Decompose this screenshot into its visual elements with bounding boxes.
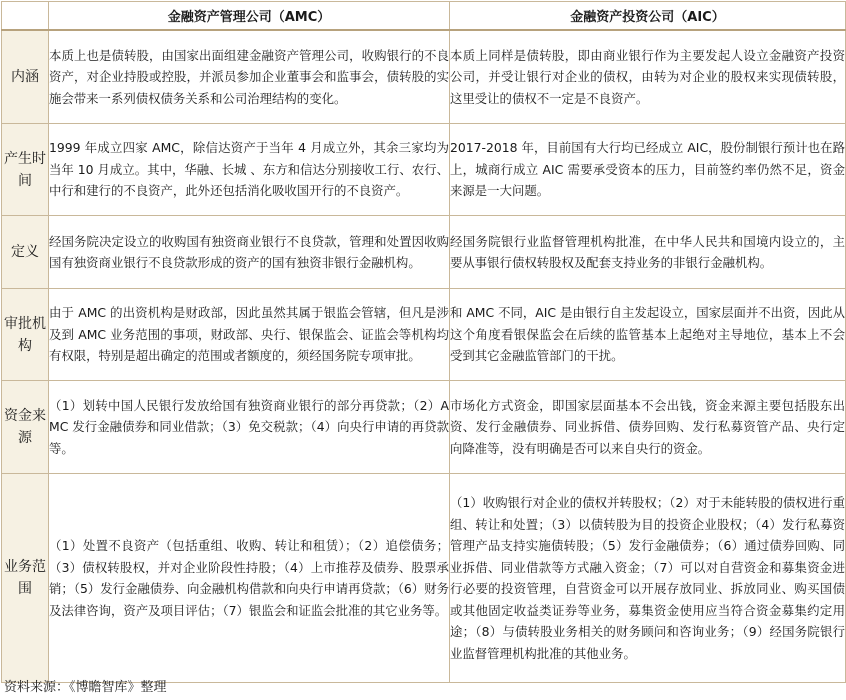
table-header-row: [2, 2, 846, 31]
amc-origin-time: 1999 年成立四家 AMC，除信达资产于当年 4 月成立外，其余三家均为当年 10 月成立。其中，华融、长城 、东方和信达分别接收工行、农行、中行和建行的不良资产，此外还包括消化吸收国开行的不良资产。: [49, 124, 450, 216]
row-label-approval: 审批机构: [2, 289, 49, 381]
header-amc: 金融资产管理公司（AMC）: [49, 2, 450, 31]
amc-definition: 经国务院决定设立的收购国有独资商业银行不良贷款，管理和处置因收购国有独资商业银行不良贷款形成的资产的国有独资非银行金融机构。: [49, 216, 450, 289]
aic-funding: 市场化方式资金，即国家层面基本不会出钱，资金来源主要包括股东出资、发行金融债券、同业拆借、债券回购、发行私募资管产品、央行定向降准等，没有明确是否可以来自央行的资金。: [450, 381, 846, 474]
amc-funding: （1）划转中国人民银行发放给国有独资商业银行的部分再贷款；（2）AMC 发行金融债券和同业借款；（3）免交税款；（4）向央行申请的再贷款等。: [49, 381, 450, 474]
table-row: [2, 289, 846, 381]
table-row: [2, 381, 846, 474]
row-label-origin-time: 产生时间: [2, 124, 49, 216]
aic-approval: 和 AMC 不同，AIC 是由银行自主发起设立，国家层面并不出资，因此从这个角度看银保监会在后续的监管基本上起绝对主导地位，基本上不会受到其它金融监管部门的干扰。: [450, 289, 846, 381]
header-aic: 金融资产投资公司（AIC）: [450, 2, 846, 31]
row-label-funding: 资金来源: [2, 381, 49, 474]
amc-approval: 由于 AMC 的出资机构是财政部，因此虽然其属于银监会管辖，但凡是涉及到 AMC 业务范围的事项，财政部、央行、银保监会、证监会等机构均有权限，特别是超出确定的范围或者额度的，须经国务院专项审批。: [49, 289, 450, 381]
aic-connotation: 本质上同样是债转股，即由商业银行作为主要发起人设立金融资产投资公司，并受让银行对企业的债权，由转为对企业的股权来实现债转股，这里受让的债权不一定是不良资产。: [450, 30, 846, 124]
amc-business-scope: （1）处置不良资产（包括重组、收购、转让和租赁）；（2）追偿债务；（3）债权转股权，并对企业阶段性持股；（4）上市推荐及债券、股票承销；（5）发行金融债券、向金融机构借款和向央行申请再贷款；（6）财务及法律咨询，资产及项目评估；（7）银监会和证监会批准的其它业务等。: [49, 474, 450, 683]
row-label-business-scope: 业务范围: [2, 474, 49, 683]
aic-business-scope: （1）收购银行对企业的债权并转股权；（2）对于未能转股的债权进行重组、转让和处置；（3）以债转股为目的投资企业股权；（4）发行私募资管理产品支持实施债转股；（5）发行金融债券；（6）通过债券回购、同业拆借、同业借款等方式融入资金；（7）可以对自营资金和募集资金进行必要的投资管理，自营资金可以开展存放同业、拆放同业、购买国债或其他固定收益类证券等业务，募集资金使用应当符合资金募集约定用途；（8）与债转股业务相关的财务顾问和咨询业务；（9）经国务院银行业监督管理机构批准的其他业务。: [450, 474, 846, 683]
header-corner: [2, 2, 49, 31]
row-label-definition: 定义: [2, 216, 49, 289]
amc-connotation: 本质上也是债转股，由国家出面组建金融资产管理公司，收购银行的不良资产，对企业持股或控股，并派员参加企业董事会和监事会，债转股的实施会带来一系列债权债务关系和公司治理结构的变化。: [49, 30, 450, 124]
row-label-connotation: 内涵: [2, 30, 49, 124]
source-note: 资料来源：《博瞻智库》整理: [4, 680, 167, 695]
table-row: [2, 216, 846, 289]
table-row: [2, 30, 846, 124]
aic-origin-time: 2017-2018 年，目前国有大行均已经成立 AIC，股份制银行预计也在路上，城商行成立 AIC 需要承受资本的压力，目前签约率仍然不足，资金来源是一大问题。: [450, 124, 846, 216]
table-row: [2, 124, 846, 216]
aic-definition: 经国务院银行业监督管理机构批准，在中华人民共和国境内设立的，主要从事银行债权转股权及配套支持业务的非银行金融机构。: [450, 216, 846, 289]
comparison-table: [1, 1, 846, 683]
table-row: [2, 474, 846, 683]
